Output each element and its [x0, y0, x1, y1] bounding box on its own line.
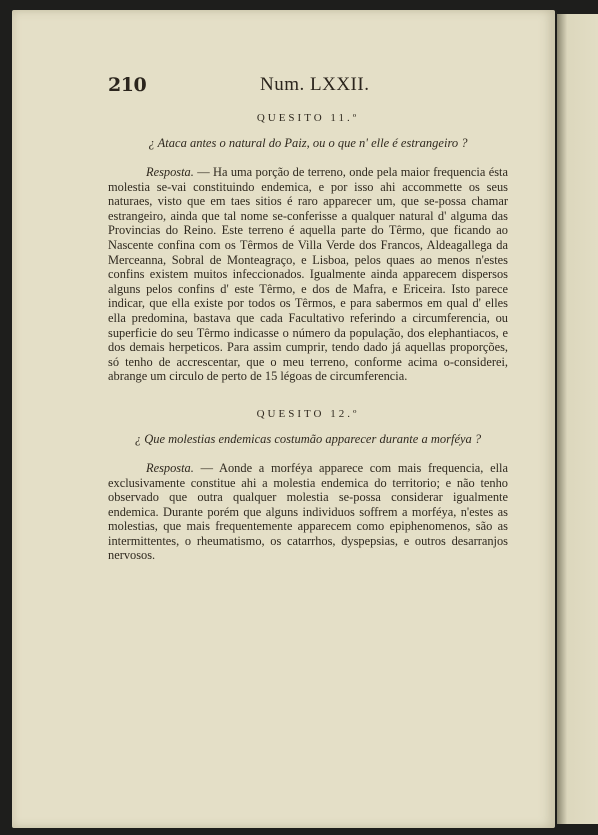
- section-heading: QUESITO 12.º: [256, 407, 360, 420]
- answer-lead: Resposta.: [146, 460, 194, 475]
- running-head: Num. LXXII.: [260, 74, 370, 95]
- page-body: [108, 108, 508, 563]
- answer-paragraph: [108, 461, 508, 563]
- answer-text: — Ha uma porção de terreno, onde pela maior frequencia ésta molestia se-vai constituindo endemica, e por isso ahi accommette os seus naturaes, visto que em taes sitios é raro apparecer um, que se-possa chamar estrangeiro, ainda que tal nome se-conferisse a qualquer natural d' alguma das Provincias do Reino. Este terreno é aquella parte do Têrmo, que ficando ao Nascente confina com os Têrmos de Villa Verde dos Francos, Aldeagallega da Merceanna, Sobral de Monteagraço, e Lisboa, pelos quaes ao menos n'estes confins existem muitos infeccionados. Igualmente ainda apparecem dispersos alguns pelos confins d' este Têrmo, e dos de Mafra, e Ericeira. Isto parece indicar, que ella existe por todos os Têrmos, e para sabermos em qual d' elles ella predomina, bastava que cada Facultativo referindo a circumferencia, ou superficie do seu Têrmo indicasse o número da população, dos elephantiacos, e dos demais herpeticos. Para assim cumprir, tendo dado já aquellas proporções, só tenho de accrescentar, que o meu terreno, conforme acima o-considerei, abrange um circulo de perto de 15 légoas de circumferencia.: [108, 165, 508, 384]
- answer-lead: Resposta.: [146, 165, 194, 179]
- answer-paragraph: [108, 165, 508, 384]
- section-heading: QUESITO 11.º: [256, 112, 360, 124]
- page-header: [108, 74, 508, 98]
- next-page-edge: [557, 14, 598, 824]
- section-quesito-12: [108, 404, 508, 563]
- page-number: 210: [108, 74, 147, 96]
- section-quesito-11: [108, 108, 508, 384]
- question-text: ¿ Ataca antes o natural do Paiz, ou o que n' elle é estrangeiro ?: [148, 136, 468, 150]
- question-text: ¿ Que molestias endemicas costumão apparecer durante a morféya ?: [134, 431, 482, 446]
- answer-text: — Aonde a morféya apparece com mais frequencia, ella exclusivamente constitue ahi a molestia endemica do territorio; e não tenho observado que outra qualquer molestia se-possa considerar igualmente endemica. Durante porém que alguns individuos soffrem a morféya, n'estes as molestias, que mais frequentemente apparecem como epiphenomenos, são as intermittentes, o rheumatismo, os catarrhos, dyspepsias, e outros desarranjos nervosos.: [108, 460, 509, 563]
